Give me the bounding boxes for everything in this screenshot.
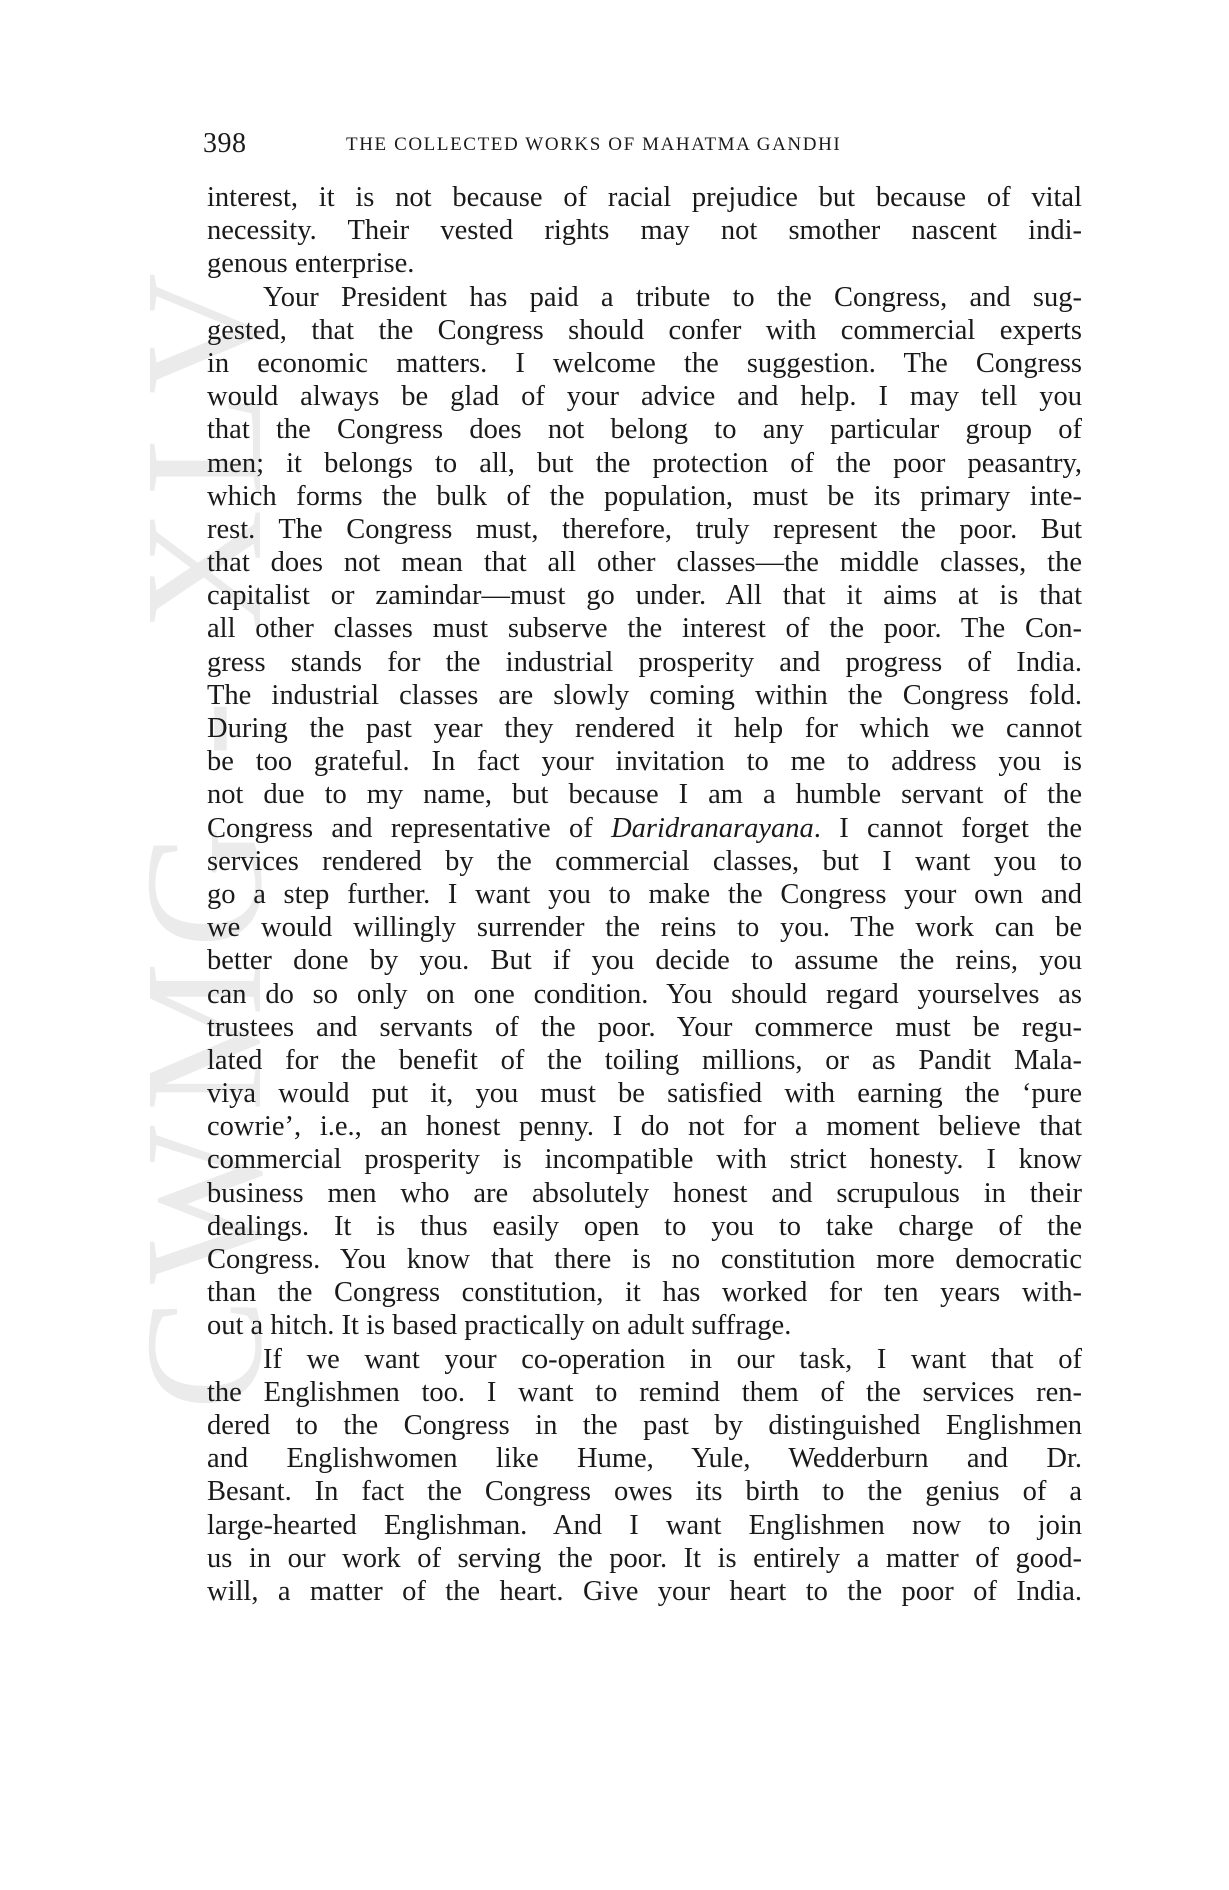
text-line: go a step further. I want you to make the Congress your own and xyxy=(207,878,1082,910)
running-head: THE COLLECTED WORKS OF MAHATMA GANDHI xyxy=(346,134,842,155)
text-line: During the past year they rendered it help for which we cannot xyxy=(207,713,1082,744)
text-line: better done by you. But if you decide to assume the reins, you xyxy=(207,945,1082,977)
text-line: lated for the benefit of the toiling millions, or as Pandit Mala- xyxy=(207,1044,1082,1076)
watermark: CWMG - XLV xyxy=(111,258,297,1410)
text-line: all other classes must subserve the interest of the poor. The Con- xyxy=(207,613,1082,645)
text-line: The industrial classes are slowly coming within the Congress fold. xyxy=(207,679,1082,711)
text-line: that the Congress does not belong to any particular group of xyxy=(207,414,1082,446)
text-line xyxy=(207,812,1082,845)
text-line: capitalist or zamindar—must go under. All that it aims at is that xyxy=(207,580,1082,612)
text-line: necessity. Their vested rights may not smother nascent indi- xyxy=(207,215,1082,247)
text-line: would always be glad of your advice and help. I may tell you xyxy=(207,381,1082,413)
text-line: and Englishwomen like Hume, Yule, Wedderburn and Dr. xyxy=(207,1443,1082,1475)
text-line: the Englishmen too. I want to remind them of the services ren- xyxy=(207,1376,1082,1408)
text-line: viya would put it, you must be satisfied with earning the ‘pure xyxy=(207,1078,1082,1110)
text-run: . I cannot forget the xyxy=(813,812,1082,844)
text-line: services rendered by the commercial classes, but I want you to xyxy=(207,845,1082,877)
text-line: interest, it is not because of racial prejudice but because of vital xyxy=(207,182,1082,213)
text-line: dered to the Congress in the past by distinguished Englishmen xyxy=(207,1409,1082,1441)
italic-term: Daridranarayana xyxy=(611,812,814,844)
text-line: that does not mean that all other classes—the middle classes, the xyxy=(207,547,1082,579)
body-text xyxy=(207,181,1082,1608)
text-line: genous enterprise. xyxy=(207,248,415,280)
text-line: If we want your co-operation in our task, I want that of xyxy=(263,1343,1082,1375)
text-line: than the Congress constitution, it has worked for ten years with- xyxy=(207,1277,1082,1309)
text-line: gress stands for the industrial prosperity and progress of India. xyxy=(207,646,1082,678)
text-line: Your President has paid a tribute to the Congress, and sug- xyxy=(263,281,1082,313)
page-number: 398 xyxy=(203,128,247,159)
text-run: Congress and representative of xyxy=(207,812,612,844)
text-line: be too grateful. In fact your invitation to me to address you is xyxy=(207,746,1082,778)
text-line: cowrie’, i.e., an honest penny. I do not for a moment believe that xyxy=(207,1111,1082,1143)
text-line: large-hearted Englishman. And I want Englishmen now to join xyxy=(207,1509,1082,1541)
text-line: gested, that the Congress should confer with commercial experts xyxy=(207,314,1082,346)
text-line: Congress. You know that there is no constitution more democratic xyxy=(207,1244,1082,1275)
text-line: dealings. It is thus easily open to you to take charge of the xyxy=(207,1210,1082,1242)
text-line: which forms the bulk of the population, must be its primary inte- xyxy=(207,480,1082,512)
text-line: Besant. In fact the Congress owes its birth to the genius of a xyxy=(207,1476,1082,1508)
text-line: in economic matters. I welcome the suggestion. The Congress xyxy=(207,347,1082,379)
text-line: commercial prosperity is incompatible with strict honesty. I know xyxy=(207,1144,1082,1176)
page-header xyxy=(203,128,1083,168)
text-line: can do so only on one condition. You should regard yourselves as xyxy=(207,978,1082,1010)
text-line: not due to my name, but because I am a humble servant of the xyxy=(207,779,1082,811)
text-line: trustees and servants of the poor. Your commerce must be regu- xyxy=(207,1011,1082,1043)
text-line: business men who are absolutely honest and scrupulous in their xyxy=(207,1177,1082,1209)
text-line: men; it belongs to all, but the protection of the poor peasantry, xyxy=(207,447,1082,479)
text-line: will, a matter of the heart. Give your heart to the poor of India. xyxy=(207,1575,1082,1607)
text-line: us in our work of serving the poor. It is entirely a matter of good- xyxy=(207,1542,1082,1574)
text-line: rest. The Congress must, therefore, truly represent the poor. But xyxy=(207,513,1082,545)
text-line: we would willingly surrender the reins to you. The work can be xyxy=(207,912,1082,944)
text-line: out a hitch. It is based practically on adult suffrage. xyxy=(207,1310,792,1342)
